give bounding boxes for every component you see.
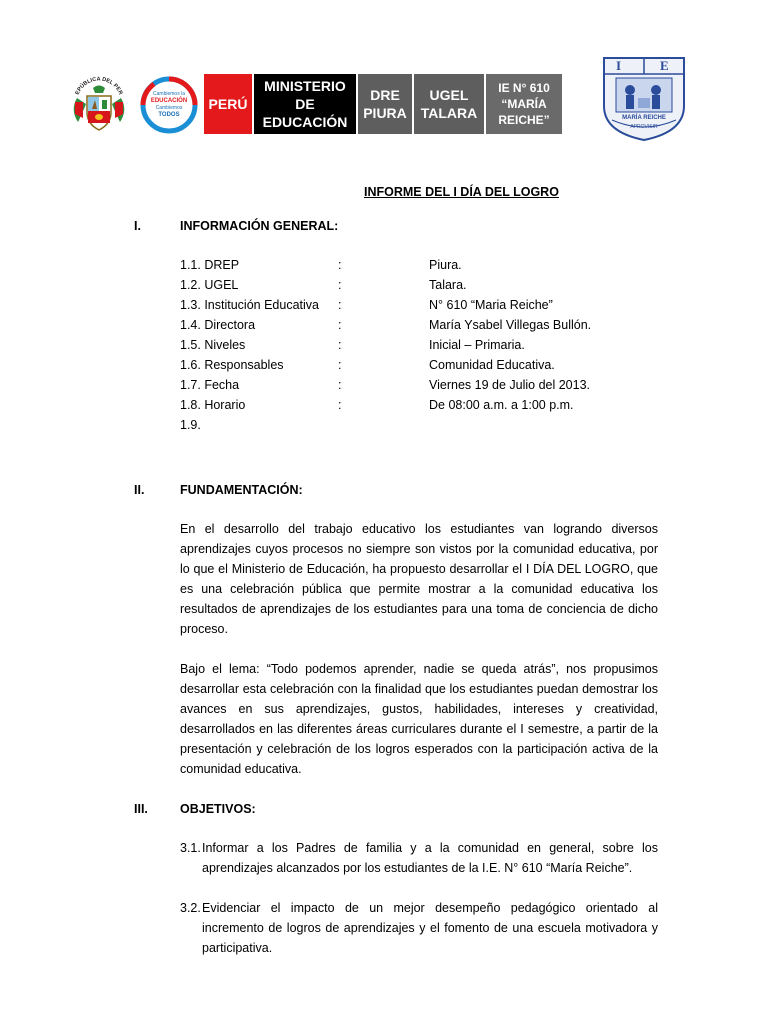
campaign-line-3: Cambiemos <box>155 105 183 111</box>
info-value: Inicial – Primaria. <box>429 338 525 352</box>
document-title: INFORME DEL I DÍA DEL LOGRO <box>364 185 559 199</box>
school-crest-logo <box>600 54 688 142</box>
objective-1-number: 3.1. <box>180 841 201 855</box>
info-sep: : <box>338 278 342 292</box>
ministerio-line-3: EDUCACIÓN <box>262 114 348 130</box>
info-row-empty <box>180 415 640 435</box>
info-value: Piura. <box>429 258 462 272</box>
info-label: 1.3. Institución Educativa <box>180 298 319 312</box>
section-1-heading: INFORMACIÓN GENERAL: <box>180 219 339 233</box>
campaign-line-4: TODOS <box>158 112 180 118</box>
school-crest-letter-e: E <box>660 58 669 73</box>
info-row-institucion <box>180 295 640 315</box>
info-value: Viernes 19 de Julio del 2013. <box>429 378 590 392</box>
peru-coat-of-arms <box>68 74 130 136</box>
campaign-line-2: EDUCACIÓN <box>150 98 188 104</box>
info-sep: : <box>338 298 342 312</box>
info-label: 1.4. Directora <box>180 318 256 332</box>
info-sep: : <box>338 398 342 412</box>
info-value: De 08:00 a.m. a 1:00 p.m. <box>429 398 574 412</box>
peru-label: PERÚ <box>208 96 248 112</box>
info-label: 1.1. DREP <box>180 258 240 272</box>
ministerio-box <box>254 74 356 134</box>
objective-2-text: Evidenciar el impacto de un mejor desempeño pedagógico orientado al incremento de logros de aprendizajes y el fomento de una escuela motivadora y participativa. <box>202 901 658 955</box>
ie-line-3: REICHE” <box>498 113 550 127</box>
dre-box <box>358 74 412 134</box>
info-sep: : <box>338 258 342 272</box>
info-sep: : <box>338 338 342 352</box>
info-value: Talara. <box>429 278 467 292</box>
info-sep: : <box>338 358 342 372</box>
info-row-fecha <box>180 375 640 395</box>
info-label: 1.6. Responsables <box>180 358 284 372</box>
info-row-directora <box>180 315 640 335</box>
ie-box <box>486 74 562 134</box>
school-crest-name: MARÍA REICHE <box>622 115 666 121</box>
section-2-number: II. <box>134 483 145 497</box>
general-info-list <box>180 255 640 435</box>
info-label: 1.7. Fecha <box>180 378 240 392</box>
ie-line-2: “MARÍA <box>501 97 547 111</box>
section-3-number: III. <box>134 802 148 816</box>
info-value: María Ysabel Villegas Bullón. <box>429 318 592 332</box>
info-row-ugel <box>180 275 640 295</box>
objective-1-text: Informar a los Padres de familia y a la comunidad en general, sobre los aprendizajes alcanzados por los estudiantes de la I.E. N° 610 “María Reiche”. <box>202 841 658 875</box>
escudo-text: EPÚBLICA DEL PER <box>74 76 124 96</box>
school-crest-letter-i: I <box>616 58 622 73</box>
info-row-drep <box>180 255 640 275</box>
info-sep: : <box>338 378 342 392</box>
ministerio-line-1: MINISTERIO <box>264 78 346 94</box>
info-row-horario <box>180 395 640 415</box>
ugel-box <box>414 74 484 134</box>
ugel-line-1: UGEL <box>429 87 469 103</box>
fundamentacion-paragraph-2: Bajo el lema: “Todo podemos aprender, nadie se queda atrás”, nos propusimos desarrollar esta celebración con la finalidad que los estudiantes puedan demostrar los avances en sus aprendizajes, gustos, habilidades, intereses y creatividad, desarrollados en las diferentes áreas curriculares durante el I semestre, a partir de la presentación y celebración de los logros esperados con la participación activa de la comunidad educativa. <box>180 662 658 776</box>
dre-line-2: PIURA <box>363 105 407 121</box>
ugel-line-2: TALARA <box>420 105 478 121</box>
section-1-number: I. <box>134 219 141 233</box>
ministerio-line-2: DE <box>295 96 315 112</box>
info-row-niveles <box>180 335 640 355</box>
peru-box <box>204 74 252 134</box>
info-label: 1.9. <box>180 418 201 432</box>
objective-2-number: 3.2. <box>180 901 201 915</box>
info-value: N° 610 “Maria Reiche” <box>429 298 553 312</box>
ie-line-1: IE N° 610 <box>498 81 550 95</box>
info-label: 1.2. UGEL <box>180 278 239 292</box>
info-value: Comunidad Educativa. <box>429 358 555 372</box>
dre-line-1: DRE <box>370 87 400 103</box>
info-label: 1.8. Horario <box>180 398 246 412</box>
section-2-heading: FUNDAMENTACIÓN: <box>180 483 303 497</box>
section-3-heading: OBJETIVOS: <box>180 802 256 816</box>
fundamentacion-paragraph-1: En el desarrollo del trabajo educativo los estudiantes van logrando diversos aprendizajes cuyos procesos no siempre son vistos por la comunidad educativa, por lo que el Ministerio de Educación, ha propuesto desarrollar el I DÍA DEL LOGRO, que es una celebración pública que permite mostrar a la comunidad educativa los resultados de aprendizajes de los estudiantes para una toma de conciencia de dicho proceso. <box>180 522 658 636</box>
info-label: 1.5. Niveles <box>180 338 246 352</box>
info-row-responsables <box>180 355 640 375</box>
campaign-logo <box>138 74 200 136</box>
campaign-line-1: Cambiemos la <box>153 91 185 97</box>
school-crest-motto: APROVISIR <box>630 124 658 130</box>
info-sep: : <box>338 318 342 332</box>
